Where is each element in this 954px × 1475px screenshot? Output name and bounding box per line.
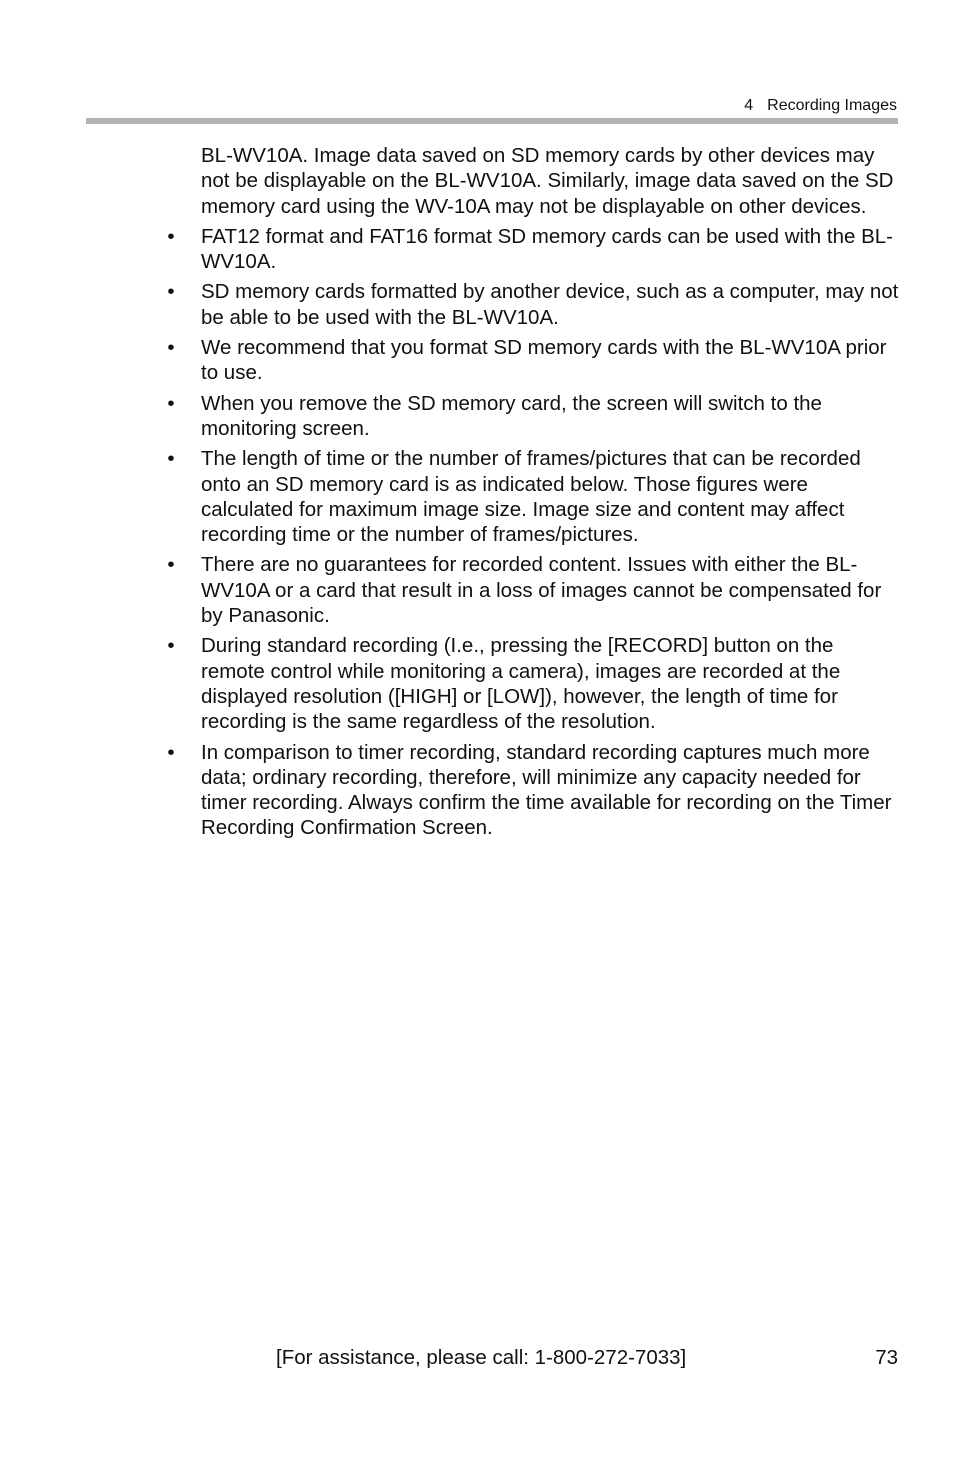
continued-paragraph: BL-WV10A. Image data saved on SD memory cards by other devices may not be displayable on the BL-WV10A. Similarly, image data saved on the SD memory card using the WV-10A may not be displayable on other devices. [201, 144, 894, 218]
list-item [167, 740, 901, 841]
list-item-text: When you remove the SD memory card, the screen will switch to the monitoring screen. [201, 391, 822, 440]
chapter-title: Recording Images [767, 97, 897, 114]
bullet-marker: • [167, 740, 175, 764]
list-item [167, 446, 901, 547]
page-footer [0, 1345, 954, 1371]
header-rule [86, 118, 898, 124]
running-header [744, 96, 897, 116]
chapter-number: 4 [744, 97, 754, 114]
page-body [167, 143, 901, 841]
list-item [167, 633, 901, 734]
list-item-text: FAT12 format and FAT16 format SD memory cards can be used with the BL-WV10A. [201, 224, 893, 274]
list-item-text: SD memory cards formatted by another device, such as a computer, may not be able to be used with the BL-WV10A. [201, 280, 899, 329]
list-item-text: We recommend that you format SD memory cards with the BL-WV10A prior to use. [201, 336, 887, 385]
assistance-line: [For assistance, please call: 1-800-272-7033] [276, 1346, 687, 1369]
list-item-text: During standard recording (I.e., pressing the [RECORD] button on the remote control while monitoring a camera), images are recorded at the displayed resolution ([HIGH] or [LOW]), however, the length of time for recording is the same regardless of the resolution. [201, 634, 841, 734]
list-item [167, 279, 901, 330]
list-item [167, 224, 901, 275]
bullet-marker: • [167, 447, 175, 471]
list-item [167, 335, 901, 386]
page-number: 73 [875, 1346, 898, 1369]
list-item-text: In comparison to timer recording, standard recording captures much more data; ordinary recording, therefore, will minimize any capacity needed for timer recording. Always confirm the time available for recording on the Timer Recording Confirmation Screen. [201, 740, 892, 840]
bullet-marker: • [167, 553, 175, 577]
list-item [167, 391, 901, 442]
bullet-marker: • [167, 391, 175, 415]
list-item-text: The length of time or the number of frames/pictures that can be recorded onto an SD memory card is as indicated below. Those figures were calculated for maximum image size. Image size and content may affect recording time or the number of frames/pictures. [201, 447, 861, 547]
list-item [167, 552, 901, 628]
bullet-list [167, 224, 901, 841]
bullet-marker: • [167, 224, 175, 248]
bullet-marker: • [167, 336, 175, 360]
bullet-marker: • [167, 280, 175, 304]
list-item-text: There are no guarantees for recorded content. Issues with either the BL-WV10A or a card that result in a loss of images cannot be compensated for by Panasonic. [201, 553, 882, 628]
bullet-marker: • [167, 634, 175, 658]
